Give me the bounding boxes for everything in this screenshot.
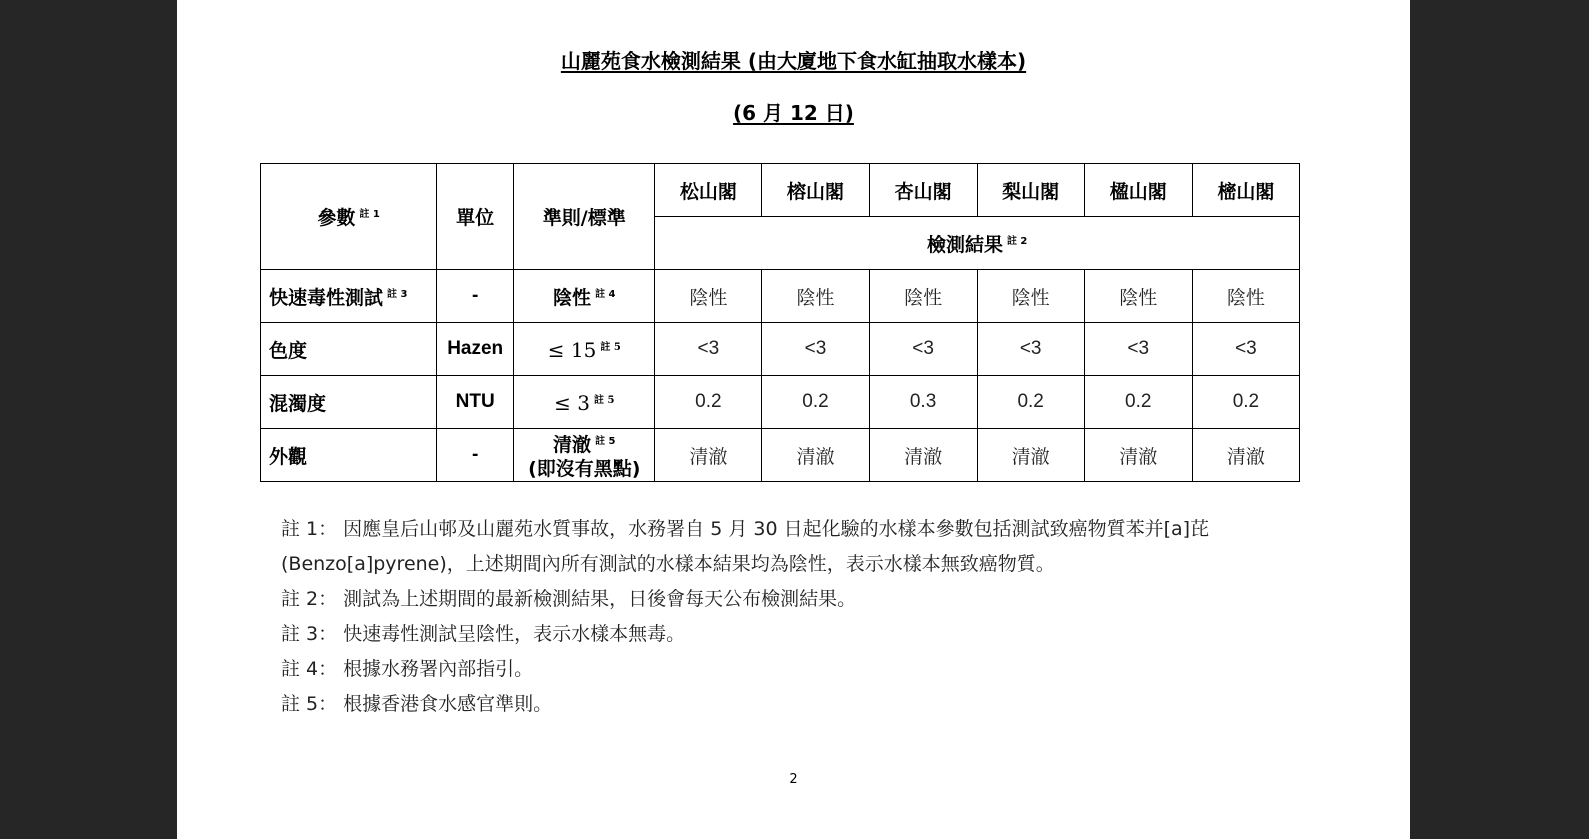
param-cell: 色度 — [261, 323, 437, 376]
result-cell: 清澈 — [1084, 429, 1192, 482]
footnote-line: 註 3： 快速毒性測試呈陰性，表示水樣本無毒。 — [281, 623, 686, 645]
result-cell: 陰性 — [1084, 270, 1192, 323]
document-page — [177, 0, 1410, 839]
unit-cell: NTU — [437, 376, 514, 429]
standard-cell: ≤ 15 $^{註 5}$ — [514, 323, 655, 376]
footnote-line: 註 4： 根據水務署內部指引。 — [281, 658, 534, 680]
header-building: 榕山閣 — [762, 164, 869, 217]
standard-cell: 清澈 $^{註 5}$ (即沒有黑點) — [514, 429, 655, 482]
result-cell: 0.3 — [869, 376, 977, 429]
result-cell: <3 — [869, 323, 977, 376]
standard-cell: 陰性 $^{註 4}$ — [514, 270, 655, 323]
result-cell: <3 — [977, 323, 1084, 376]
param-cell: 混濁度 — [261, 376, 437, 429]
result-cell: 陰性 — [762, 270, 869, 323]
note-ref: 註 1 — [359, 209, 380, 220]
result-cell: 0.2 — [1192, 376, 1299, 429]
result-cell: <3 — [1084, 323, 1192, 376]
result-cell: <3 — [655, 323, 762, 376]
result-cell: 0.2 — [977, 376, 1084, 429]
standard-cell: ≤ 3 $^{註 5}$ — [514, 376, 655, 429]
footnote-line: 註 2： 測試為上述期間的最新檢測結果，日後會每天公布檢測結果。 — [281, 588, 857, 610]
page-title: 山麗苑食水檢測結果 (由大廈地下食水缸抽取水樣本) — [560, 49, 1027, 73]
param-cell: 外觀 — [261, 429, 437, 482]
result-cell: <3 — [762, 323, 869, 376]
results-table — [260, 163, 1300, 482]
result-cell: <3 — [1192, 323, 1299, 376]
header-building: 杏山閣 — [869, 164, 977, 217]
note-ref: 註 4 — [595, 288, 616, 300]
result-cell: 陰性 — [655, 270, 762, 323]
unit-cell: - — [437, 270, 514, 323]
result-cell: 清澈 — [655, 429, 762, 482]
table-row — [261, 270, 1300, 323]
header-building: 松山閣 — [655, 164, 762, 217]
result-cell: 0.2 — [762, 376, 869, 429]
header-building: 梨山閣 — [977, 164, 1084, 217]
table-row — [261, 376, 1300, 429]
page-subtitle: (6 月 12 日) — [733, 101, 854, 125]
result-cell: 清澈 — [977, 429, 1084, 482]
result-cell: 0.2 — [655, 376, 762, 429]
header-building: 楹山閣 — [1084, 164, 1192, 217]
header-standard: 準則/標準 — [514, 164, 655, 270]
param-cell: 快速毒性測試 $^{註 3}$ — [261, 270, 437, 323]
result-cell: 清澈 — [869, 429, 977, 482]
result-cell: 陰性 — [869, 270, 977, 323]
result-cell: 清澈 — [762, 429, 869, 482]
page-number: 2 — [789, 772, 798, 787]
result-cell: 0.2 — [1084, 376, 1192, 429]
result-cell: 清澈 — [1192, 429, 1299, 482]
unit-cell: Hazen — [437, 323, 514, 376]
header-unit: 單位 — [437, 164, 514, 270]
note-ref: 註 2 — [1006, 235, 1028, 247]
table-row — [261, 429, 1300, 482]
note-ref: 註 3 — [387, 288, 408, 300]
note-ref: 註 5 — [593, 395, 615, 406]
header-building: 樒山閣 — [1192, 164, 1299, 217]
unit-cell: - — [437, 429, 514, 482]
result-cell: 陰性 — [977, 270, 1084, 323]
footnotes — [281, 512, 1281, 722]
header-param: 參數 $^{註 1}$ — [261, 164, 437, 270]
result-cell: 陰性 — [1192, 270, 1299, 323]
footnote-line: 註 1： 因應皇后山邨及山麗苑水質事故，水務署自 5 月 30 日起化驗的水樣本參數包括測試致癌物質苯并[a]芘 — [281, 518, 1210, 540]
footnote-line: (Benzo[a]pyrene)，上述期間內所有測試的水樣本結果均為陰性，表示水樣本無致癌物質。 — [281, 553, 1055, 575]
note-ref: 註 5 — [595, 435, 616, 447]
header-results: 檢測結果 $^{註 2}$ — [655, 217, 1300, 270]
footnote-line: 註 5： 根據香港食水感官準則。 — [281, 693, 553, 715]
note-ref: 註 5 — [600, 342, 621, 353]
table-header-row — [261, 164, 1300, 217]
table-row — [261, 323, 1300, 376]
